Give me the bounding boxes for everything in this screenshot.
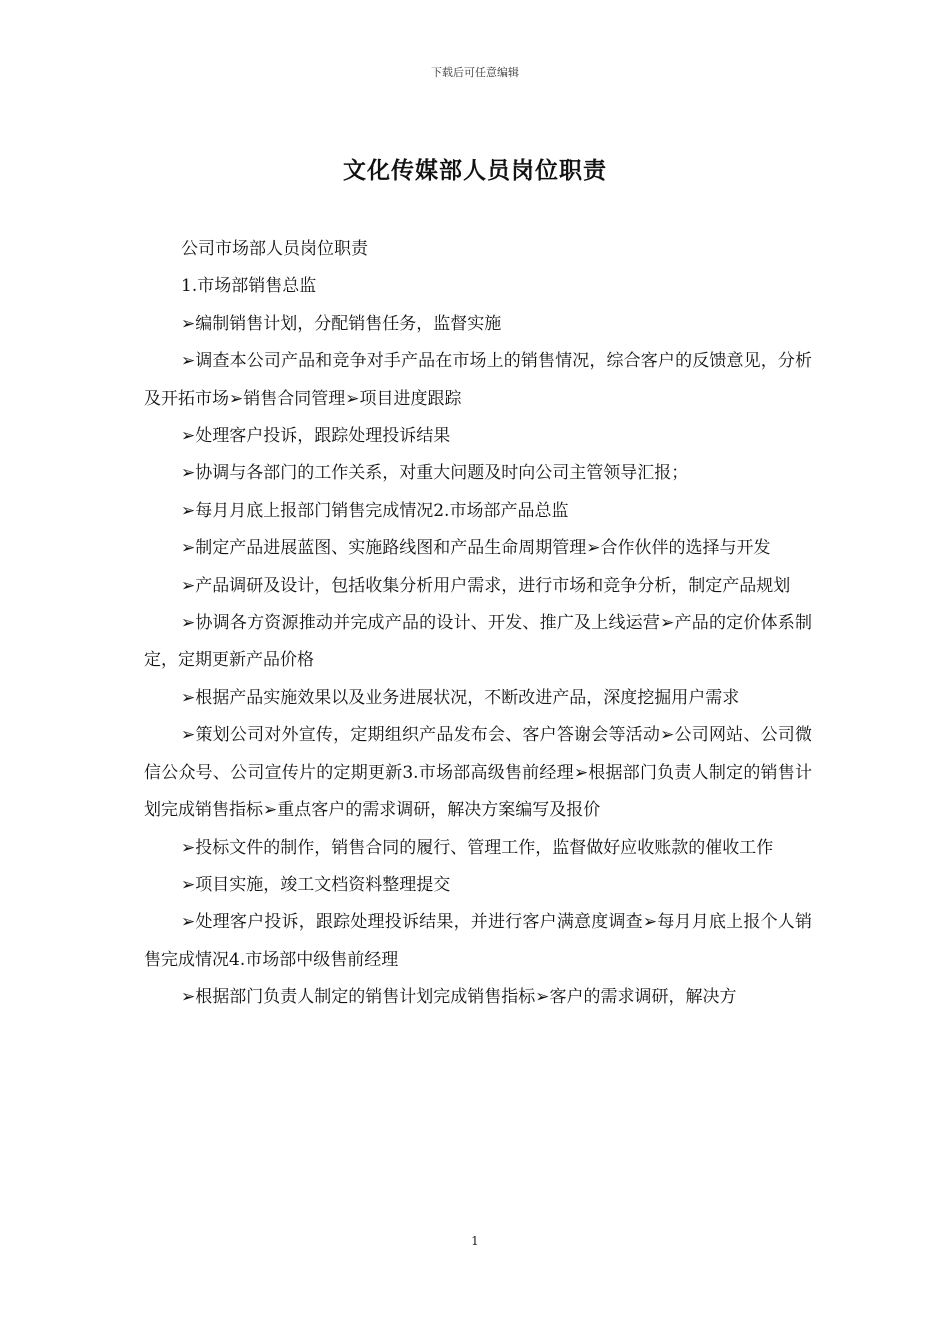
page-number: 1 xyxy=(471,1234,479,1248)
paragraph: ➢调查本公司产品和竞争对手产品在市场上的销售情况，综合客户的反馈意见，分析及开拓市场➢销售合同管理➢项目进度跟踪 xyxy=(144,351,812,409)
paragraph: ➢编制销售计划，分配销售任务，监督实施 xyxy=(181,313,502,334)
paragraph: ➢根据部门负责人制定的销售计划完成销售指标➢客户的需求调研，解决方 xyxy=(181,987,737,1008)
document-title: 文化传媒部人员岗位职责 xyxy=(343,157,607,184)
paragraph: ➢投标文件的制作，销售合同的履行、管理工作，监督做好应收账款的催收工作 xyxy=(181,837,774,858)
paragraph: ➢制定产品进展蓝图、实施路线图和产品生命周期管理➢合作伙伴的选择与开发 xyxy=(181,538,771,559)
paragraph: ➢根据产品实施效果以及业务进展状况，不断改进产品，深度挖掘用户需求 xyxy=(181,687,740,708)
document-body xyxy=(144,231,812,1017)
paragraph: ➢协调各方资源推动并完成产品的设计、开发、推广及上线运营➢产品的定价体系制定，定期更新产品价格 xyxy=(144,613,812,671)
paragraph: ➢每月月底上报部门销售完成情况2.市场部产品总监 xyxy=(181,500,569,521)
paragraph: ➢产品调研及设计，包括收集分析用户需求，进行市场和竞争分析，制定产品规划 xyxy=(181,575,791,596)
paragraph: 公司市场部人员岗位职责 xyxy=(181,239,368,259)
paragraph: ➢处理客户投诉，跟踪处理投诉结果，并进行客户满意度调查➢每月月底上报个人销售完成情况4.市场部中级售前经理 xyxy=(144,912,812,970)
paragraph: ➢策划公司对外宣传，定期组织产品发布会、客户答谢会等活动➢公司网站、公司微信公众号、公司宣传片的定期更新3.市场部高级售前经理➢根据部门负责人制定的销售计划完成销售指标➢重点客户的需求调研，解决方案编写及报价 xyxy=(144,725,812,821)
paragraph: ➢项目实施，竣工文档资料整理提交 xyxy=(181,874,451,895)
paragraph: ➢协调与各部门的工作关系，对重大问题及时向公司主管领导汇报； xyxy=(181,463,689,484)
paragraph: 1.市场部销售总监 xyxy=(181,276,317,297)
paragraph: ➢处理客户投诉，跟踪处理投诉结果 xyxy=(181,426,451,447)
header-note: 下载后可任意编辑 xyxy=(431,66,519,79)
